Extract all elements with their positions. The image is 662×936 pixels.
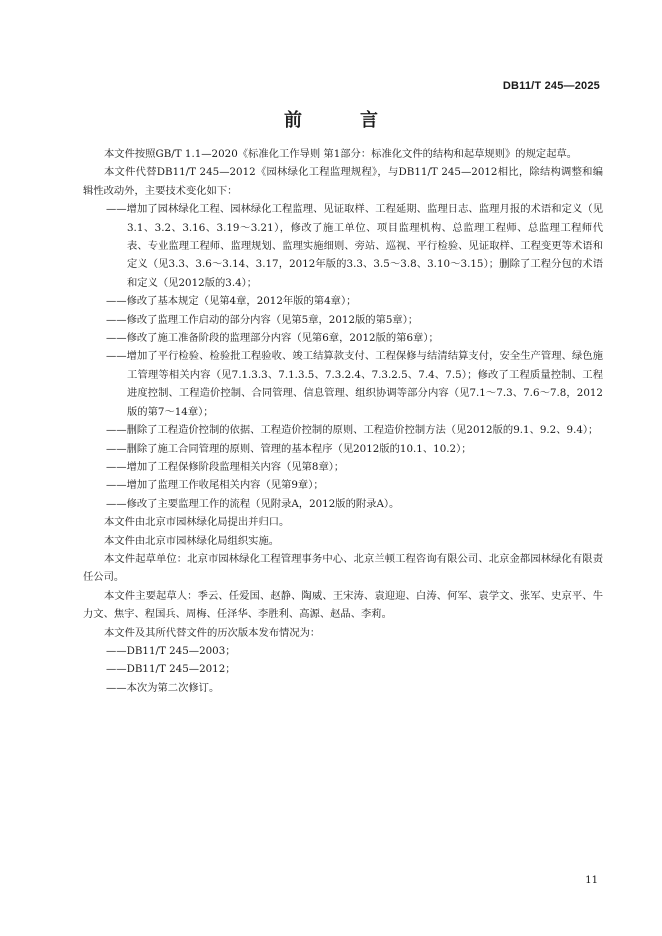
change-item: ——增加了平行检验、检验批工程验收、竣工结算款支付、工程保修与结清结算支付，安全生产管理、绿色施工管理等相关内容（见7.1.3.3、7.1.3.5、7.3.2.4、7.3.2.5、7.4、7.5）；修改了工程质量控制、工程进度控制、工程造价控制、合同管理、信息管理、组织协调等部分内容（见7.1～7.3、7.6～7.8，2012版的第7～14章）； [106, 350, 603, 418]
history-item: ——本次为第二次修订。 [106, 681, 220, 694]
intro-paragraph: 本文件代替DB11/T 245—2012《园林绿化工程监理规程》，与DB11/T 245—2012相比，除结构调整和编辑性改动外，主要技术变化如下： [83, 166, 603, 197]
foreword-body [83, 145, 603, 697]
intro-paragraph: 本文件按照GB/T 1.1—2020《标准化工作导则 第1部分：标准化文件的结构和起草规则》的规定起草。 [104, 148, 578, 160]
closing-paragraph: 本文件由北京市园林绿化局提出并归口。 [104, 516, 290, 529]
history-item: ——DB11/T 245—2003； [106, 644, 236, 657]
closing-paragraph: 本文件起草单位：北京市园林绿化工程管理事务中心、北京兰顿工程咨询有限公司、北京金都园林绿化有限责任公司。 [83, 552, 603, 584]
document-code: DB11/T 245—2025 [502, 80, 600, 92]
history-item: ——DB11/T 245—2012； [106, 663, 236, 676]
change-item: ——增加了工程保修阶段监理相关内容（见第8章）； [106, 460, 345, 473]
change-item: ——修改了监理工作启动的部分内容（见第5章，2012版的第5章）； [106, 313, 419, 326]
closing-paragraph: 本文件及其所代替文件的历次版本发布情况为： [104, 626, 321, 639]
change-item: ——删除了工程造价控制的依据、工程造价控制的原则、工程造价控制方法（见2012版的9.1、9.2、9.4）； [106, 424, 599, 437]
change-item: ——修改了基本规定（见第4章，2012年版的第4章）； [106, 295, 357, 308]
closing-paragraph: 本文件由北京市园林绿化局组织实施。 [104, 534, 280, 547]
closing-paragraph: 本文件主要起草人：季云、任爱国、赵静、陶威、王宋涛、袁迎迎、白涛、何军、袁学文、张军、史京平、牛力文、焦宇、程国兵、周梅、任泽华、李胜利、高源、赵晶、李莉。 [83, 589, 603, 621]
change-item: ——修改了施工准备阶段的监理部分内容（见第6章，2012版的第6章）； [106, 332, 439, 345]
change-item: ——删除了施工合同管理的原则、管理的基本程序（见2012版的10.1、10.2）； [106, 442, 472, 455]
page-title: 前 言 [284, 110, 398, 131]
change-item: ——修改了主要监理工作的流程（见附录A，2012版的附录A）。 [106, 497, 400, 510]
change-item: ——增加了园林绿化工程、园林绿化工程监理、见证取样、工程延期、监理日志、监理月报的术语和定义（见3.1、3.2、3.16、3.19～3.21），修改了施工单位、项目监理机构、总监理工程师、总监理工程师代表、专业监理工程师、监理规划、监理实施细则、旁站、巡视、平行检验、见证取样、工程变更等术语和定义（见3.3、3.6～3.14、3.17，2012年版的3.3、3.5～3.8、3.10～3.15）；删除了工程分包的术语和定义（见2012版的3.4）； [106, 203, 603, 289]
page-number: 11 [585, 875, 598, 886]
change-item: ——增加了监理工作收尾相关内容（见第9章）； [106, 479, 324, 492]
